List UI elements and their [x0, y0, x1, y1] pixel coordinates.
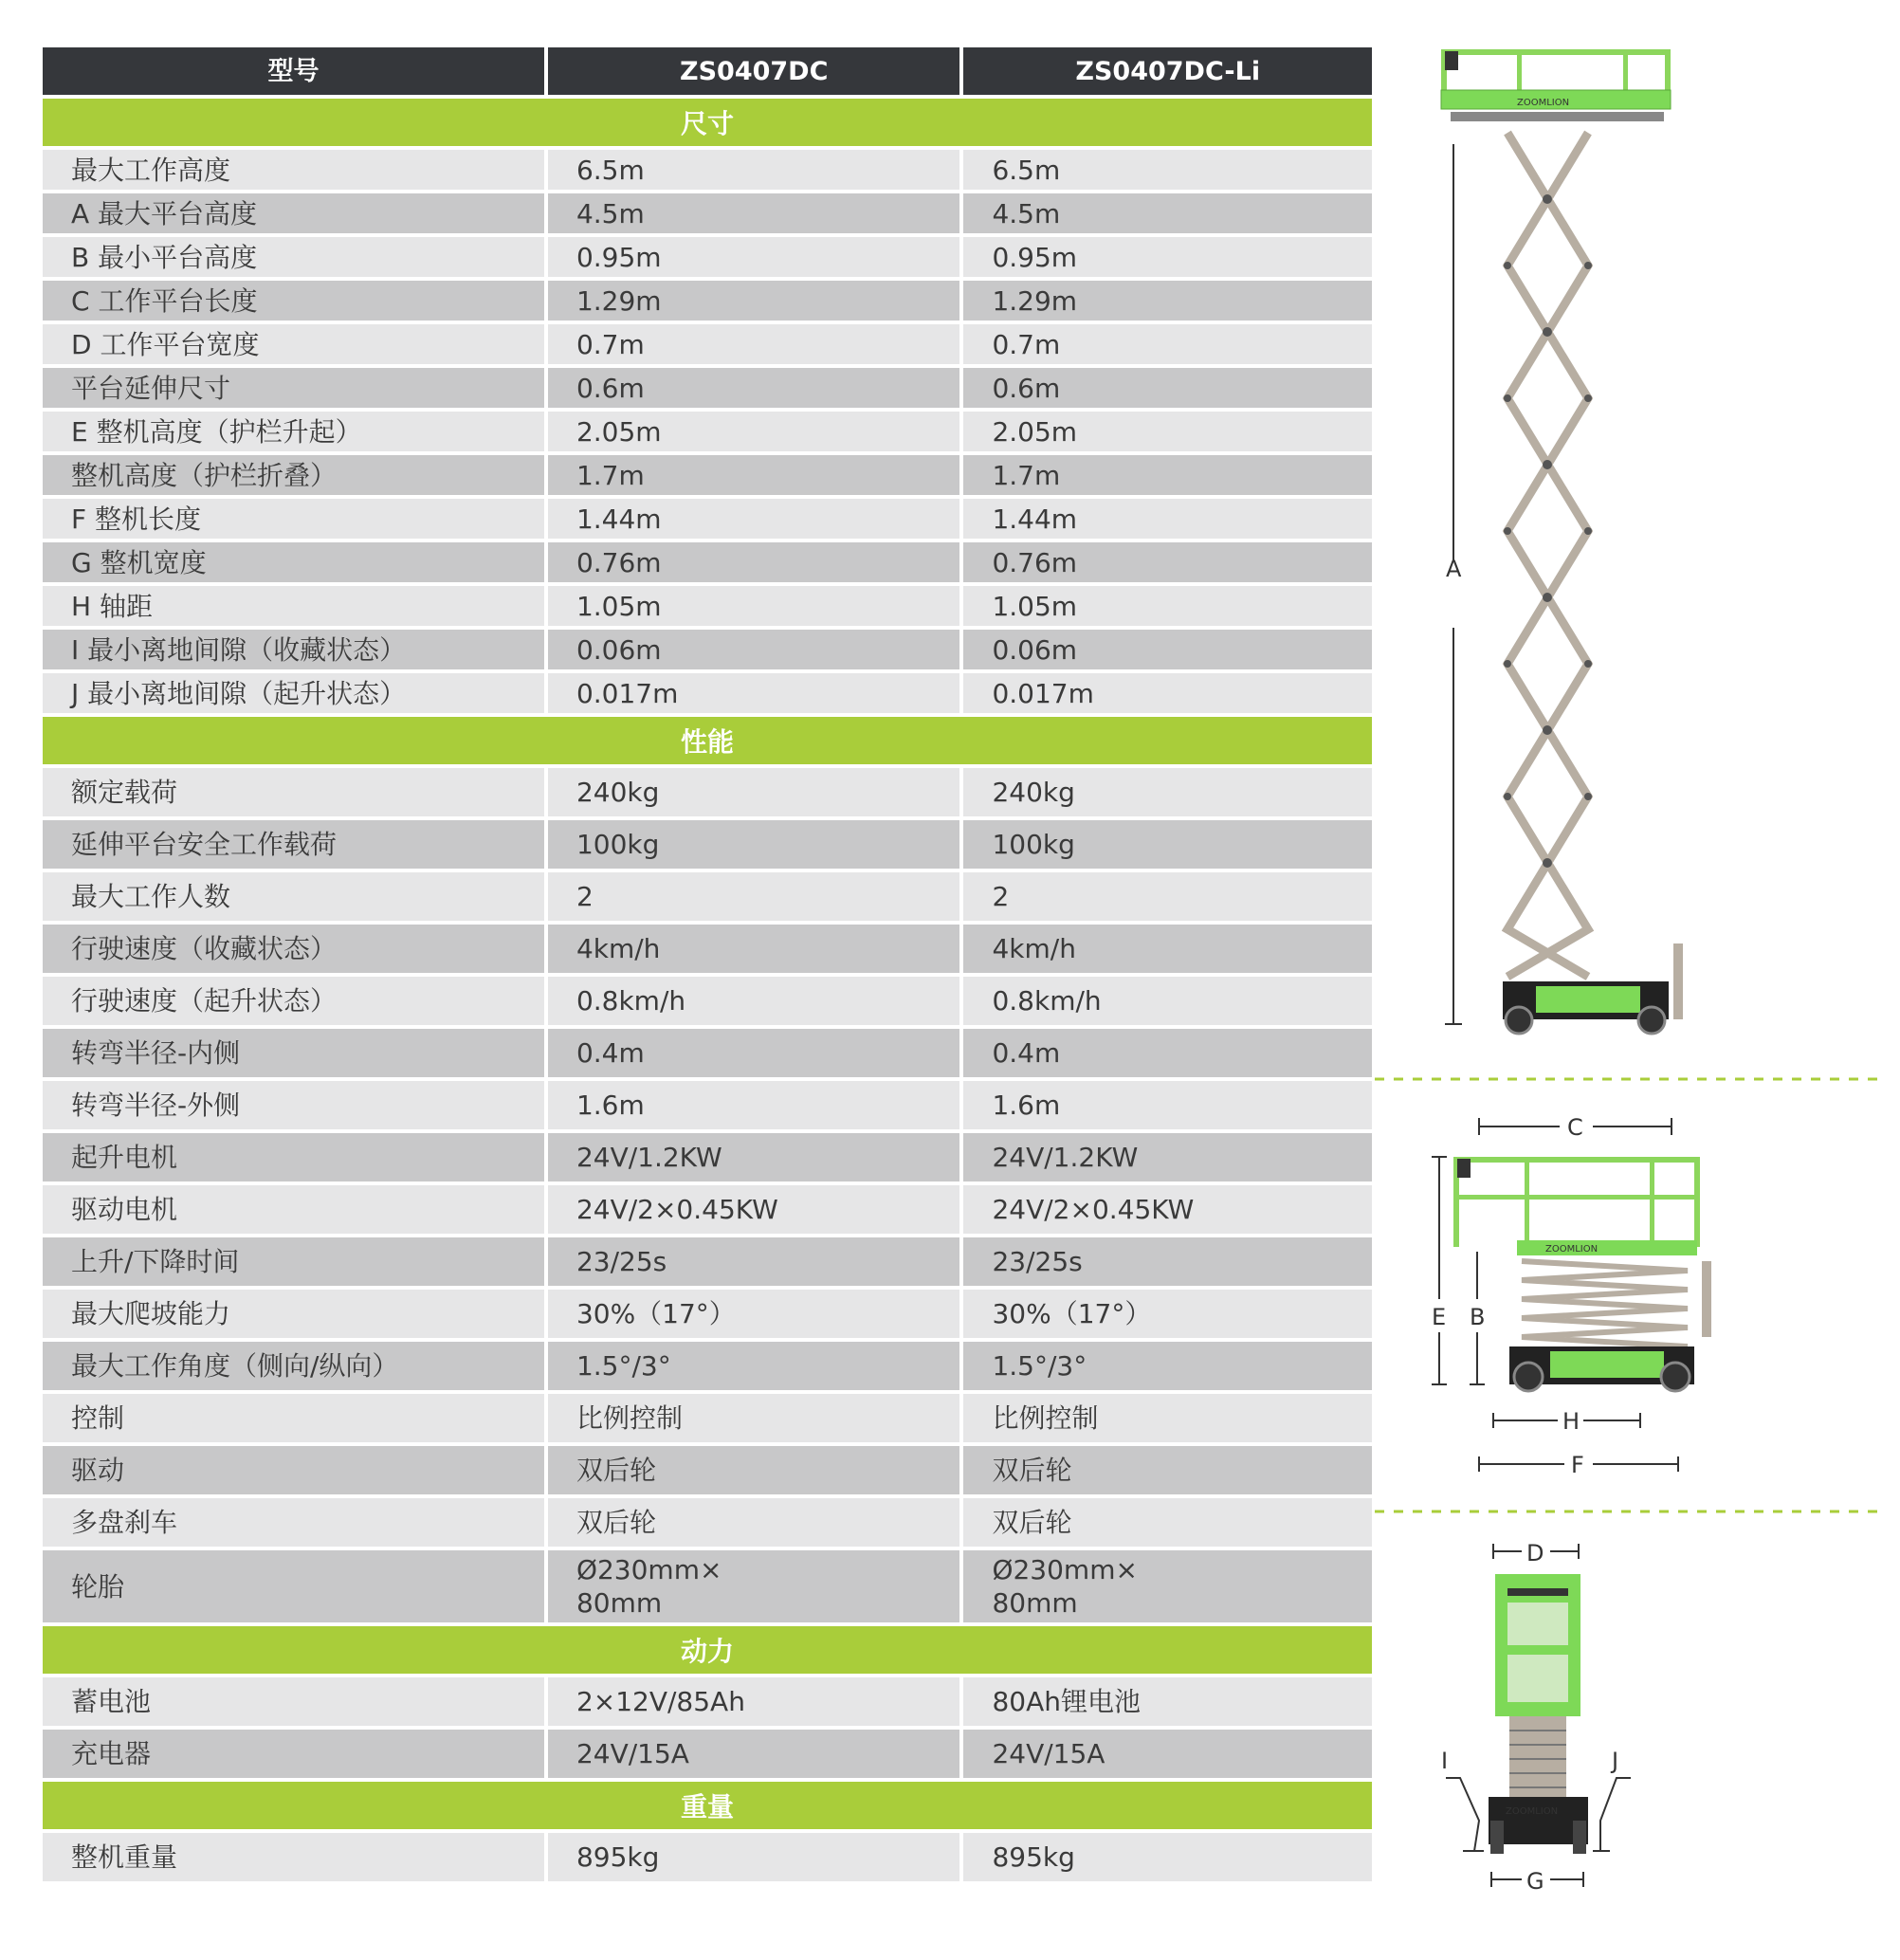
spec-value: 4km/h	[963, 925, 1372, 973]
spec-name: 最大工作角度（侧向/纵向）	[43, 1342, 544, 1390]
spec-value: 1.05m	[548, 586, 960, 626]
label-f: F	[1571, 1452, 1584, 1478]
chassis-elevated	[1503, 943, 1683, 1034]
spec-value: 100kg	[548, 820, 960, 869]
spec-row	[43, 1498, 1372, 1547]
spec-value: 双后轮	[963, 1446, 1372, 1494]
stowed-side-view	[1432, 1114, 1711, 1478]
label-e: E	[1432, 1304, 1447, 1330]
spec-name: C 工作平台长度	[43, 281, 544, 321]
spec-value: 24V/1.2KW	[548, 1133, 960, 1181]
spec-row	[43, 1185, 1372, 1234]
table-header	[43, 47, 1372, 95]
spec-row	[43, 673, 1372, 713]
spec-name: D 工作平台宽度	[43, 324, 544, 364]
spec-name: 充电器	[43, 1730, 544, 1778]
spec-name: 整机高度（护栏折叠）	[43, 455, 544, 495]
spec-name: 转弯半径-内侧	[43, 1029, 544, 1077]
spec-name: 额定载荷	[43, 768, 544, 816]
spec-value: 双后轮	[963, 1498, 1372, 1547]
spec-row	[43, 768, 1372, 816]
spec-name: H 轴距	[43, 586, 544, 626]
header-model-1: ZS0407DC	[548, 47, 960, 95]
spec-value: 100kg	[963, 820, 1372, 869]
spec-value: 双后轮	[548, 1446, 960, 1494]
spec-value: 240kg	[963, 768, 1372, 816]
spec-value: 895kg	[548, 1833, 960, 1881]
spec-value: 1.7m	[963, 455, 1372, 495]
label-c: C	[1567, 1114, 1583, 1141]
spec-value: 4.5m	[963, 193, 1372, 233]
spec-value: 0.017m	[963, 673, 1372, 713]
spec-row	[43, 872, 1372, 921]
spec-value: 0.4m	[548, 1029, 960, 1077]
section-header	[43, 99, 1372, 146]
spec-value: 0.8km/h	[548, 977, 960, 1025]
spec-value: 0.4m	[963, 1029, 1372, 1077]
section-header	[43, 1626, 1372, 1674]
spec-value: 0.95m	[963, 237, 1372, 277]
spec-value: 1.6m	[548, 1081, 960, 1129]
spec-row	[43, 1833, 1372, 1881]
spec-value: 80Ah锂电池	[963, 1677, 1372, 1726]
front-view	[1441, 1540, 1631, 1895]
spec-name: E 整机高度（护栏升起）	[43, 412, 544, 451]
label-h: H	[1562, 1408, 1580, 1435]
label-g: G	[1526, 1868, 1544, 1895]
spec-value: 1.44m	[548, 499, 960, 539]
spec-value: 1.6m	[963, 1081, 1372, 1129]
spec-value: 24V/15A	[963, 1730, 1372, 1778]
platform-elevated	[1441, 49, 1671, 121]
spec-row	[43, 820, 1372, 869]
spec-value: 双后轮	[548, 1498, 960, 1547]
spec-name: 驱动	[43, 1446, 544, 1494]
machine-drawings	[1365, 38, 1896, 1934]
spec-value: 1.05m	[963, 586, 1372, 626]
spec-name: F 整机长度	[43, 499, 544, 539]
spec-value: Ø230mm× 80mm	[963, 1550, 1372, 1622]
spec-value: 0.7m	[963, 324, 1372, 364]
spec-value: 比例控制	[548, 1394, 960, 1442]
spec-value: 24V/15A	[548, 1730, 960, 1778]
spec-name: J 最小离地间隙（起升状态）	[43, 673, 544, 713]
spec-row	[43, 1342, 1372, 1390]
spec-name: 最大工作高度	[43, 150, 544, 190]
spec-value: 30%（17°）	[548, 1290, 960, 1338]
spec-value: 0.6m	[963, 368, 1372, 408]
spec-name: G 整机宽度	[43, 542, 544, 582]
spec-value: 1.5°/3°	[548, 1342, 960, 1390]
spec-name: A 最大平台高度	[43, 193, 544, 233]
scissor-stack	[1507, 133, 1588, 977]
spec-row	[43, 237, 1372, 277]
spec-value: 23/25s	[963, 1237, 1372, 1286]
section-header	[43, 1782, 1372, 1829]
brand-elevated: ZOOMLION	[1517, 98, 1570, 108]
spec-row	[43, 412, 1372, 451]
spec-value: Ø230mm× 80mm	[548, 1550, 960, 1622]
spec-row	[43, 1730, 1372, 1778]
header-model-2: ZS0407DC-Li	[963, 47, 1372, 95]
spec-name: B 最小平台高度	[43, 237, 544, 277]
spec-value: 0.95m	[548, 237, 960, 277]
spec-value: 2×12V/85Ah	[548, 1677, 960, 1726]
spec-value: 30%（17°）	[963, 1290, 1372, 1338]
label-b: B	[1470, 1304, 1486, 1330]
spec-value: 0.8km/h	[963, 977, 1372, 1025]
spec-name: 驱动电机	[43, 1185, 544, 1234]
spec-value: 2	[963, 872, 1372, 921]
spec-row	[43, 499, 1372, 539]
brand-front: ZOOMLION	[1506, 1806, 1559, 1817]
spec-value: 4km/h	[548, 925, 960, 973]
spec-name: 控制	[43, 1394, 544, 1442]
spec-name: 平台延伸尺寸	[43, 368, 544, 408]
spec-value: 1.7m	[548, 455, 960, 495]
spec-row	[43, 368, 1372, 408]
spec-row	[43, 1029, 1372, 1077]
spec-value: 1.29m	[548, 281, 960, 321]
spec-name: 上升/下降时间	[43, 1237, 544, 1286]
spec-value: 895kg	[963, 1833, 1372, 1881]
spec-row	[43, 324, 1372, 364]
section-title: 尺寸	[680, 108, 734, 139]
spec-value: 6.5m	[963, 150, 1372, 190]
spec-name: 起升电机	[43, 1133, 544, 1181]
spec-name: 整机重量	[43, 1833, 544, 1881]
spec-value: 比例控制	[963, 1394, 1372, 1442]
label-d: D	[1526, 1540, 1544, 1566]
spec-row	[43, 1394, 1372, 1442]
spec-value: 0.76m	[963, 542, 1372, 582]
spec-value: 0.017m	[548, 673, 960, 713]
section-title: 性能	[680, 726, 734, 758]
spec-name: 延伸平台安全工作载荷	[43, 820, 544, 869]
spec-row	[43, 1677, 1372, 1726]
spec-value: 0.06m	[548, 630, 960, 669]
spec-value: 4.5m	[548, 193, 960, 233]
spec-value: 1.5°/3°	[963, 1342, 1372, 1390]
spec-row	[43, 150, 1372, 190]
spec-value: 0.6m	[548, 368, 960, 408]
label-j: J	[1612, 1748, 1619, 1774]
spec-row	[43, 630, 1372, 669]
spec-name: 行驶速度（收藏状态）	[43, 925, 544, 973]
header-model: 型号	[43, 47, 544, 95]
spec-name: 多盘刹车	[43, 1498, 544, 1547]
spec-name: I 最小离地间隙（收藏状态）	[43, 630, 544, 669]
label-a: A	[1446, 556, 1462, 582]
spec-value: 2	[548, 872, 960, 921]
spec-value: 2.05m	[548, 412, 960, 451]
section-title: 重量	[680, 1791, 734, 1823]
spec-value: 0.7m	[548, 324, 960, 364]
section-header	[43, 717, 1372, 764]
spec-value: 0.76m	[548, 542, 960, 582]
spec-row	[43, 542, 1372, 582]
spec-row	[43, 925, 1372, 973]
spec-name: 轮胎	[43, 1550, 544, 1622]
label-i: I	[1441, 1748, 1449, 1774]
spec-row	[43, 977, 1372, 1025]
spec-name: 最大爬坡能力	[43, 1290, 544, 1338]
spec-value: 6.5m	[548, 150, 960, 190]
spec-name: 蓄电池	[43, 1677, 544, 1726]
spec-value: 24V/1.2KW	[963, 1133, 1372, 1181]
spec-value: 23/25s	[548, 1237, 960, 1286]
spec-row	[43, 1081, 1372, 1129]
spec-value: 1.44m	[963, 499, 1372, 539]
spec-row	[43, 455, 1372, 495]
spec-row	[43, 1133, 1372, 1181]
spec-row	[43, 1550, 1372, 1622]
spec-row	[43, 1290, 1372, 1338]
spec-value: 2.05m	[963, 412, 1372, 451]
spec-value: 24V/2×0.45KW	[548, 1185, 960, 1234]
elevated-side-view	[1441, 49, 1683, 1034]
spec-row	[43, 586, 1372, 626]
brand-stowed: ZOOMLION	[1545, 1244, 1599, 1255]
spec-row	[43, 281, 1372, 321]
spec-row	[43, 1237, 1372, 1286]
scissor-pins	[1504, 194, 1592, 868]
spec-value: 1.29m	[963, 281, 1372, 321]
spec-value: 0.06m	[963, 630, 1372, 669]
spec-name: 行驶速度（起升状态）	[43, 977, 544, 1025]
spec-name: 最大工作人数	[43, 872, 544, 921]
section-title: 动力	[680, 1636, 734, 1667]
spec-name: 转弯半径-外侧	[43, 1081, 544, 1129]
spec-value: 24V/2×0.45KW	[963, 1185, 1372, 1234]
spec-value: 240kg	[548, 768, 960, 816]
spec-row	[43, 1446, 1372, 1494]
spec-row	[43, 193, 1372, 233]
